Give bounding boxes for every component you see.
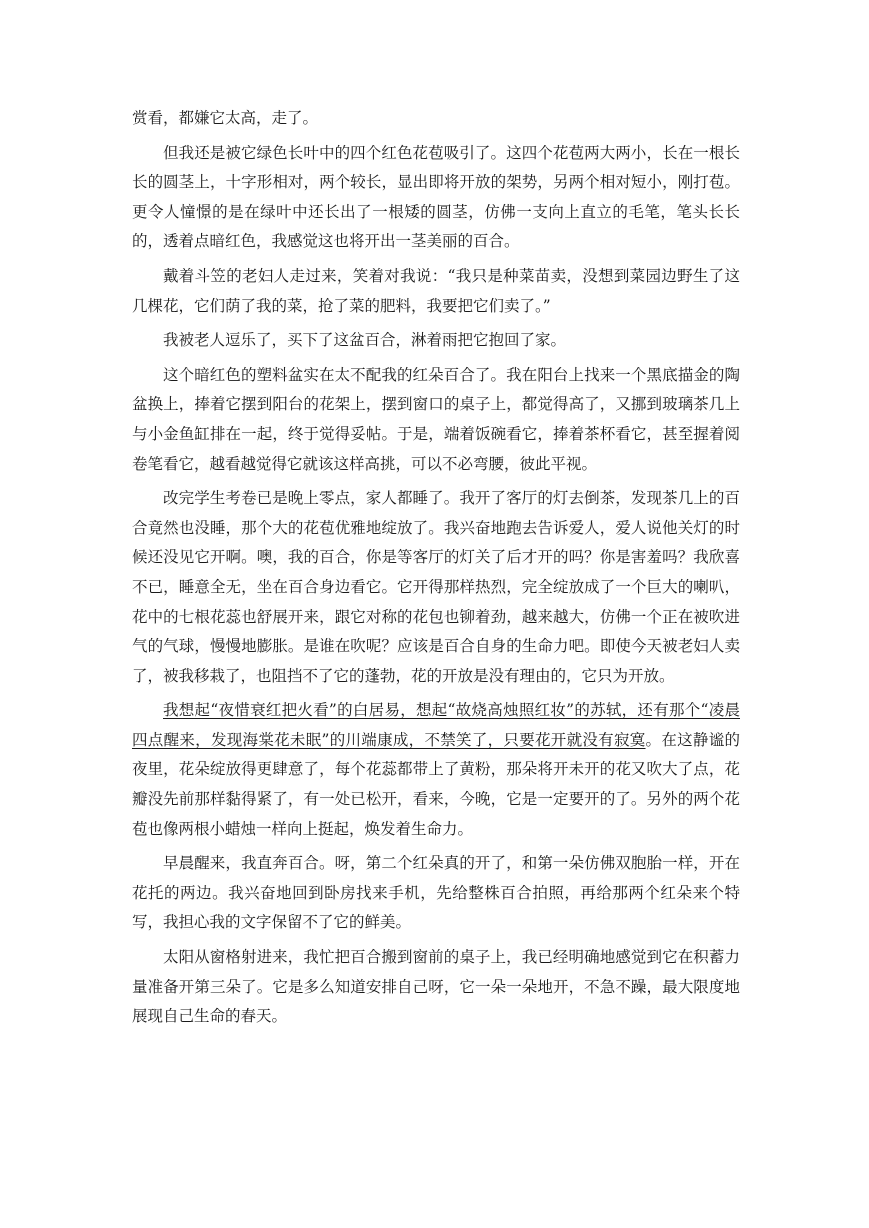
paragraph-5: 这个暗红色的塑料盆实在太不配我的红朵百合了。我在阳台上找来一个黑底描金的陶盆换上，捧着它摆到阳台的花架上，摆到窗口的桌子上，都觉得高了，又挪到玻璃茶几上与小金鱼缸排在一起，终于觉得妥帖。于是，端着饭碗看它，捧着茶杯看它，甚至握着阅卷笔看它，越看越觉得它就该这样高挑，可以不必弯腰，彼此平视。 xyxy=(132,365,740,473)
paragraph-2: 但我还是被它绿色长叶中的四个红色花苞吸引了。这四个花苞两大两小，长在一根长长的圆茎上，十字形相对，两个较长，显出即将开放的架势，另两个相对短小，刚打苞。更令人憧憬的是在绿叶中还长出了一根矮的圆茎，仿佛一支向上直立的毛笔，笔头长长的，透着点暗红色，我感觉这也将开出一茎美丽的百合。 xyxy=(132,143,740,251)
paragraph-7 xyxy=(132,696,740,844)
paragraph-6: 改完学生考卷已是晚上零点，家人都睡了。我开了客厅的灯去倒茶，发现茶几上的百合竟然也没睡，那个大的花苞优雅地绽放了。我兴奋地跑去告诉爱人，爱人说他关灯的时候还没见它开啊。噢，我的百合，你是等客厅的灯关了后才开的吗？你是害羞吗？我欣喜不已，睡意全无，坐在百合身边看它。它开得那样热烈，完全绽放成了一个巨大的喇叭，花中的七根花蕊也舒展开来，跟它对称的花包也铆着劲，越来越大，仿佛一个正在被吹进气的气球，慢慢地膨胀。是谁在吹呢？应该是百合自身的生命力吧。即使今天被老妇人卖了，被我移栽了，也阻挡不了它的蓬勃，花的开放是没有理由的，它只为开放。 xyxy=(132,489,740,685)
article-body xyxy=(132,104,740,1037)
paragraph-1: 赏看，都嫌它太高，走了。 xyxy=(132,109,319,127)
paragraph-3: 戴着斗笠的老妇人走过来，笑着对我说：“我只是种菜苗卖，没想到菜园边野生了这几棵花，它们荫了我的菜，抢了菜的肥料，我要把它们卖了。” xyxy=(132,266,740,315)
paragraph-9: 太阳从窗格射进来，我忙把百合搬到窗前的桌子上，我已经明确地感觉到它在积蓄力量准备开第三朵了。它是多么知道安排自己呀，它一朵一朵地开，不急不躁，最大限度地展现自己生命的春天。 xyxy=(132,948,740,1026)
paragraph-4: 我被老人逗乐了，买下了这盆百合，淋着雨把它抱回了家。 xyxy=(163,331,567,350)
paragraph-7-rest: 。在这静谧的夜里，花朵绽放得更肆意了，每个花蕊都带上了黄粉，那朵将开未开的花又吹大了点，花瓣没先前那样黏得紧了，有一处已松开，看来，今晚，它是一定要开的了。另外的两个花苞也像两根小蜡烛一样向上挺起，焕发着生命力。 xyxy=(132,730,740,838)
paragraph-8: 早晨醒来，我直奔百合。呀，第二个红朵真的开了，和第一朵仿佛双胞胎一样，开在花托的两边。我兴奋地回到卧房找来手机，先给整株百合拍照，再给那两个红朵来个特写，我担心我的文字保留不了它的鲜美。 xyxy=(132,854,740,932)
underlined-sentence: 我想起“夜惜衰红把火看”的白居易，想起“故烧高烛照红妆”的苏轼，还有那个“凌晨四点醒来，发现海棠花未眠”的川端康成，不禁笑了，只要花开就没有寂寞 xyxy=(132,701,740,749)
